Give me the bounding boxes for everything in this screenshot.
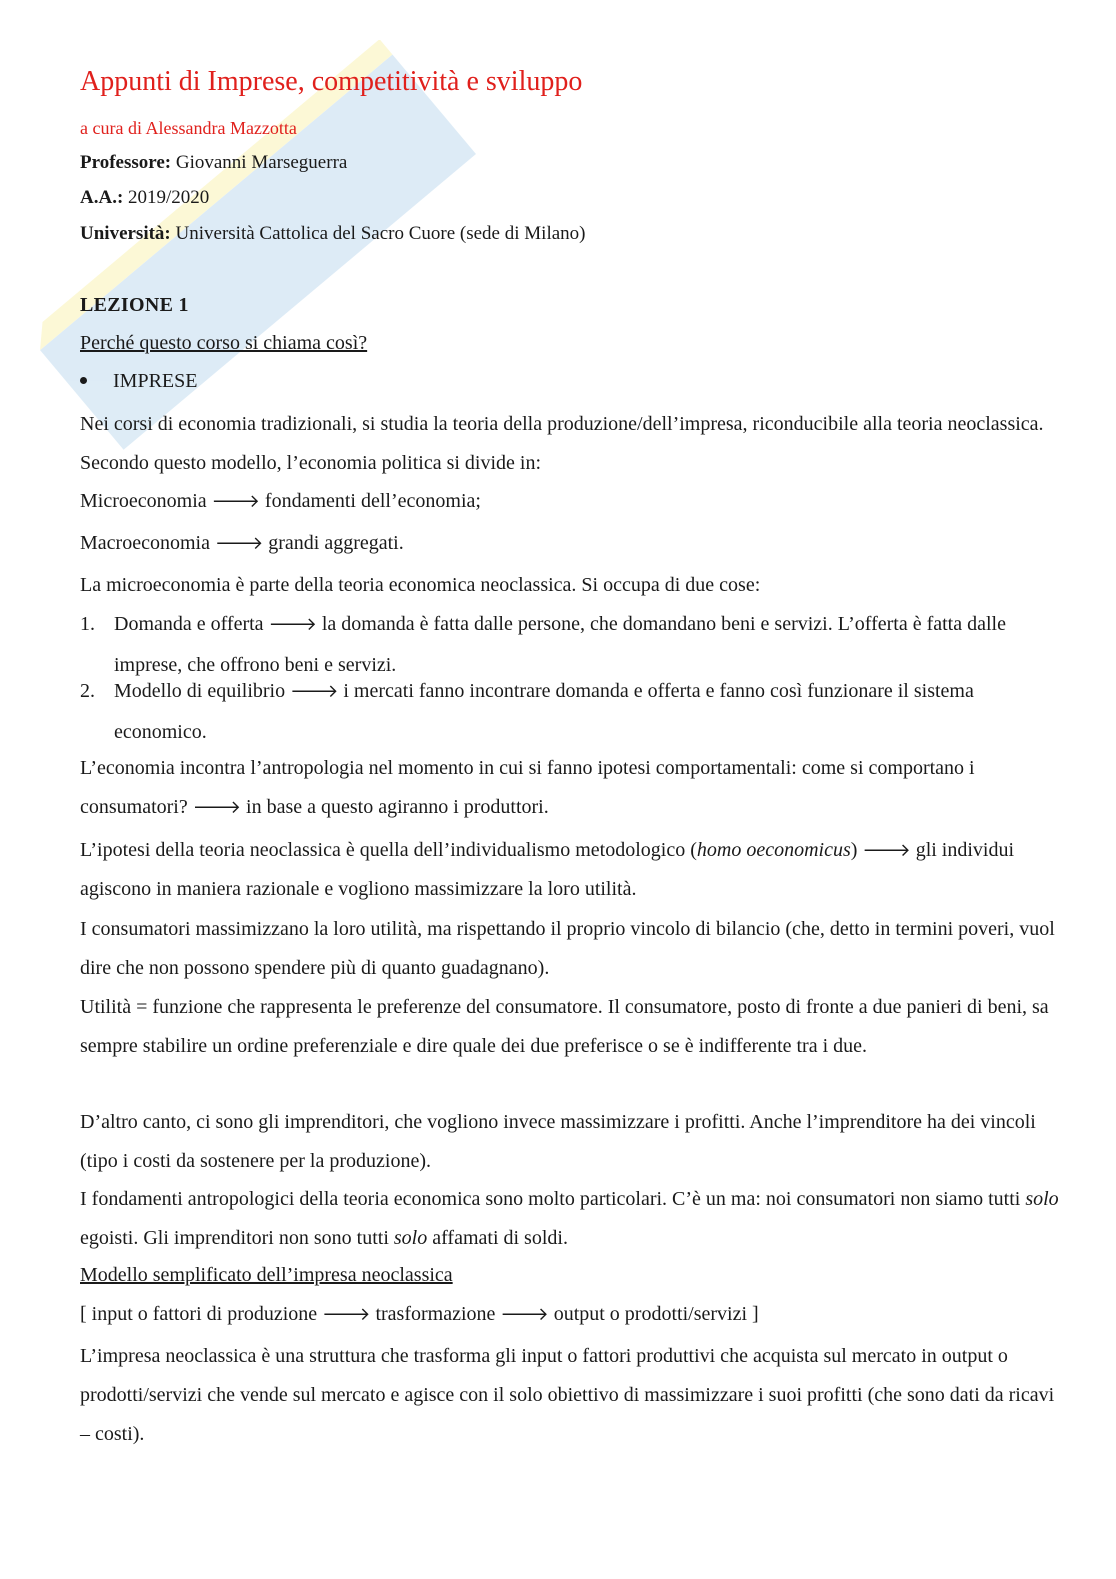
text-run: L’ipotesi della teoria neoclassica è quella dell’individualismo metodologico ( <box>80 839 697 861</box>
academic-year-label: A.A.: <box>80 187 124 208</box>
arrow-right-icon: 🡒 <box>192 797 242 818</box>
list-term: Domanda e offerta <box>114 613 264 635</box>
macro-term: Macroeconomia <box>80 532 210 554</box>
paragraph-micro: La microeconomia è parte della teoria economica neoclassica. Si occupa di due cose: <box>80 574 761 596</box>
list-text <box>114 671 1060 752</box>
academic-year-line <box>80 187 209 209</box>
arrow-right-icon: 🡒 <box>500 1304 549 1325</box>
italic-term: solo <box>393 1227 428 1249</box>
paragraph-consumatori: I consumatori massimizzano la loro utilità, ma rispettando il proprio vincolo di bilancio (che, detto in termini poveri, vuol dire che non possono spendere più di quanto guadagnano). <box>80 918 1055 979</box>
text-run: gli individui agiscono in maniera razionale e vogliono massimizzare la loro utilità. <box>80 839 1015 900</box>
text-run: output o prodotti/servizi ] <box>553 1303 759 1325</box>
university-line <box>80 223 585 245</box>
section-heading-modello: Modello semplificato dell’impresa neoclassica <box>80 1264 453 1286</box>
professor-label: Professore: <box>80 152 172 173</box>
text-run: in base a questo agiranno i produttori. <box>246 796 549 818</box>
lesson-heading: LEZIONE 1 <box>80 294 189 316</box>
document-title: Appunti di Imprese, competitività e sviluppo <box>80 66 583 97</box>
list-number: 1. <box>80 613 95 635</box>
professor-line <box>80 152 347 174</box>
paragraph-intro: Nei corsi di economia tradizionali, si studia la teoria della produzione/dell’impresa, riconducibile alla teoria neoclassica. Secondo questo modello, l’economia politica si divide in: <box>80 413 1044 474</box>
author-line: a cura di Alessandra Mazzotta <box>80 118 297 138</box>
paragraph-impresa: L’impresa neoclassica è una struttura che trasforma gli input o fattori produttivi che acquista sul mercato in output o prodotti/servizi che vende sul mercato e agisce con il solo obiettivo di massimizzare i suoi profitti (che sono dati da ricavi – costi). <box>80 1345 1055 1445</box>
macro-line <box>80 532 404 555</box>
text-run: ) <box>850 839 858 861</box>
micro-definition: fondamenti dell’economia; <box>264 490 481 512</box>
paragraph-fondamenti <box>80 1180 1060 1258</box>
bullet-item <box>80 370 197 393</box>
paragraph-utilita: Utilità = funzione che rappresenta le preferenze del consumatore. Il consumatore, posto di fronte a due panieri di beni, sa sempre stabilire un ordine preferenziale e dire quale dei due preferisce o se è indifferente tra i due. <box>80 996 1049 1057</box>
arrow-right-icon: 🡒 <box>214 533 264 554</box>
arrow-right-icon: 🡒 <box>322 1304 371 1325</box>
list-term: Modello di equilibrio <box>114 680 286 702</box>
section-question: Perché questo corso si chiama così? <box>80 332 368 354</box>
academic-year-value: 2019/2020 <box>128 187 210 208</box>
list-item <box>80 671 1060 752</box>
text-run: I fondamenti antropologici della teoria economica sono molto particolari. C’è un ma: noi consumatori non siamo tutti <box>80 1188 1026 1210</box>
arrow-right-icon: 🡒 <box>290 681 339 702</box>
bullet-text: IMPRESE <box>113 370 198 392</box>
italic-term: solo <box>1025 1188 1059 1210</box>
paragraph-imprenditori: D’altro canto, ci sono gli imprenditori, che vogliono invece massimizzare i profitti. Anche l’imprenditore ha dei vincoli (tipo i costi da sostenere per la produzione). <box>80 1111 1036 1172</box>
university-label: Università: <box>80 223 171 244</box>
list-definition: i mercati fanno incontrare domanda e offerta e fanno così funzionare il sistema economico. <box>114 680 974 743</box>
micro-line <box>80 490 481 513</box>
model-scheme <box>80 1303 759 1326</box>
text-run: egoisti. Gli imprenditori non sono tutti <box>80 1227 394 1249</box>
text-run: affamati di soldi. <box>427 1227 568 1249</box>
micro-term: Microeconomia <box>80 490 207 512</box>
text-run: trasformazione <box>375 1303 496 1325</box>
arrow-right-icon: 🡒 <box>211 491 260 512</box>
text-run: [ input o fattori di produzione <box>80 1303 318 1325</box>
italic-term: homo oeconomicus <box>696 839 851 861</box>
list-number: 2. <box>80 680 95 702</box>
arrow-right-icon: 🡒 <box>268 614 317 635</box>
paragraph-antropologia <box>80 749 1060 827</box>
macro-definition: grandi aggregati. <box>268 532 404 554</box>
text-run: L’economia incontra l’antropologia nel momento in cui si fanno ipotesi comportamentali: come si comportano i consumatori? <box>80 757 975 818</box>
arrow-right-icon: 🡒 <box>862 840 911 861</box>
professor-value: Giovanni Marseguerra <box>175 152 348 173</box>
list-definition: la domanda è fatta dalle persone, che domandano beni e servizi. L’offerta è fatta dalle imprese, che offrono beni e servizi. <box>114 613 1006 676</box>
bullet-dot-icon <box>80 377 87 384</box>
paragraph-individualismo <box>80 831 1060 909</box>
university-value: Università Cattolica del Sacro Cuore (sede di Milano) <box>175 223 586 244</box>
